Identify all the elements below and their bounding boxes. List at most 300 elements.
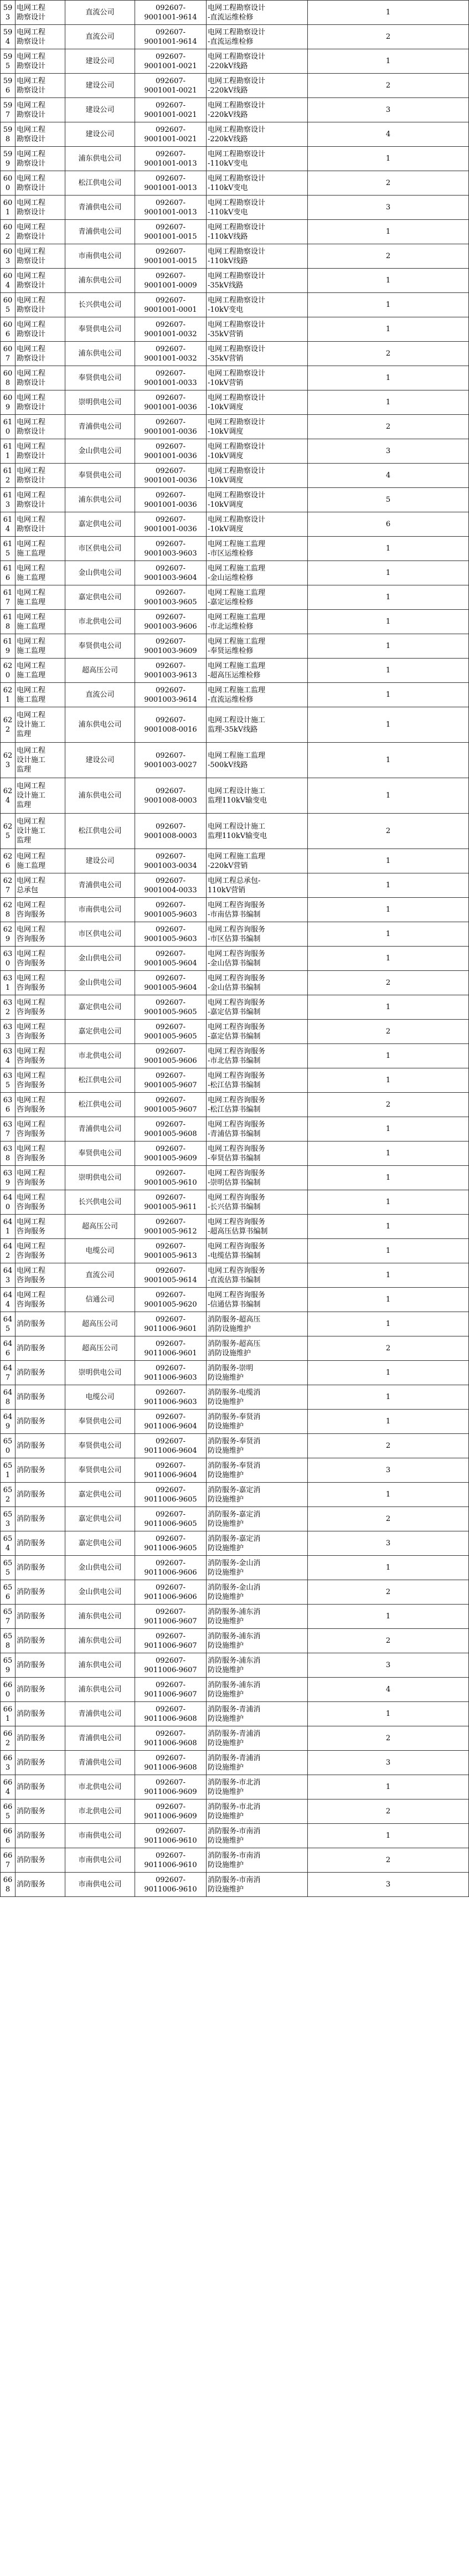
code-cell	[135, 1483, 207, 1507]
package-line: -市南估算书编制	[208, 910, 261, 919]
package-line: 电网工程勘察设计	[208, 296, 266, 305]
package-cell	[207, 947, 308, 971]
category-cell	[16, 947, 65, 971]
package-line: 电网工程施工监理	[208, 613, 266, 621]
category-cell	[16, 415, 65, 439]
code-cell	[135, 464, 207, 488]
unit-line: 市南供电公司	[78, 252, 122, 260]
package-line: 电网工程勘察设计	[208, 198, 266, 207]
code-line: 092607-	[155, 150, 186, 158]
table-row	[1, 1458, 469, 1483]
unit-cell	[65, 1458, 135, 1483]
quantity-cell: 3	[308, 98, 469, 122]
package-line: -嘉定运维检修	[208, 598, 254, 606]
code-cell	[135, 1678, 207, 1702]
code-line: 092607-	[155, 1778, 186, 1787]
category-line: 电网工程	[17, 637, 46, 646]
package-cell	[207, 464, 308, 488]
package-cell	[207, 390, 308, 415]
category-line: 电网工程	[17, 876, 46, 885]
code-cell	[135, 488, 207, 512]
category-line: 消防服务	[17, 1759, 46, 1767]
table-row	[1, 1653, 469, 1678]
code-line: 9001001-9614	[144, 13, 197, 22]
quantity-cell: 2	[308, 244, 469, 269]
table-row	[1, 1410, 469, 1434]
code-cell	[135, 269, 207, 293]
category-cell	[16, 743, 65, 778]
row-number-cell: 619	[1, 634, 16, 659]
package-line: -110kV线路	[208, 232, 248, 241]
table-row	[1, 439, 469, 464]
row-number-cell: 594	[1, 25, 16, 49]
package-cell	[207, 1629, 308, 1653]
unit-cell	[65, 293, 135, 317]
unit-line: 浦东供电公司	[78, 276, 122, 285]
row-number-cell: 638	[1, 1142, 16, 1166]
category-cell	[16, 439, 65, 464]
code-cell	[135, 1142, 207, 1166]
code-line: 092607-	[155, 637, 186, 646]
category-line: 消防服务	[17, 1685, 46, 1694]
code-line: 9011006-9603	[144, 1397, 197, 1406]
quantity-cell: 2	[308, 171, 469, 196]
category-line: 消防服务	[17, 1807, 46, 1816]
package-line: 消防服务-金山消	[208, 1583, 261, 1592]
table-row	[1, 1556, 469, 1580]
quantity-cell: 1	[308, 585, 469, 610]
package-cell	[207, 1799, 308, 1824]
category-line: 勘察设计	[17, 330, 46, 338]
unit-cell	[65, 610, 135, 634]
unit-line: 信通公司	[85, 1295, 115, 1304]
code-line: 092607-	[155, 418, 186, 426]
unit-line: 奉贤供电公司	[78, 374, 122, 382]
code-line: 9011006-9605	[144, 1544, 197, 1552]
category-cell	[16, 1117, 65, 1142]
table-row	[1, 971, 469, 995]
category-line: 勘察设计	[17, 281, 46, 290]
row-number-cell: 642	[1, 1239, 16, 1263]
category-line: 勘察设计	[17, 208, 46, 217]
code-line: 9011006-9610	[144, 1885, 197, 1894]
row-number-cell: 656	[1, 1580, 16, 1605]
row-number-cell: 613	[1, 488, 16, 512]
package-line: 防设施维护	[208, 1787, 244, 1796]
package-cell	[207, 1458, 308, 1483]
unit-cell	[65, 317, 135, 342]
code-cell	[135, 366, 207, 390]
code-cell	[135, 1215, 207, 1239]
category-line: 勘察设计	[17, 354, 46, 363]
package-cell	[207, 1361, 308, 1385]
table-row	[1, 1605, 469, 1629]
unit-cell	[65, 342, 135, 366]
unit-line: 市北供电公司	[78, 1783, 122, 1791]
category-line: 电网工程	[17, 613, 46, 621]
table-row	[1, 1166, 469, 1190]
code-line: 092607-	[155, 1534, 186, 1543]
package-line: 监理-35kV线路	[208, 725, 258, 734]
unit-line: 奉贤供电公司	[78, 1149, 122, 1158]
package-line: 电网工程咨询服务	[208, 1169, 266, 1178]
package-line: 防设施维护	[208, 1763, 244, 1772]
code-line: 092607-	[155, 491, 186, 500]
quantity-cell: 2	[308, 1848, 469, 1873]
package-cell	[207, 610, 308, 634]
package-line: 消防设施维护	[208, 1324, 251, 1333]
code-line: 092607-	[155, 588, 186, 597]
row-number-cell: 630	[1, 947, 16, 971]
unit-line: 浦东供电公司	[78, 349, 122, 358]
row-number-cell: 631	[1, 971, 16, 995]
unit-line: 浦东供电公司	[78, 791, 122, 800]
package-cell	[207, 971, 308, 995]
package-line: -220kV线路	[208, 110, 248, 119]
code-line: 9001005-9603	[144, 910, 197, 919]
unit-cell	[65, 1507, 135, 1531]
quantity-cell: 1	[308, 1068, 469, 1093]
table-row	[1, 1702, 469, 1726]
category-cell	[16, 171, 65, 196]
code-line: 9001003-9604	[144, 573, 197, 582]
quantity-cell: 1	[308, 1605, 469, 1629]
unit-cell	[65, 439, 135, 464]
package-line: 监理110kV输变电	[208, 831, 267, 840]
category-line: 电网工程	[17, 1242, 46, 1251]
row-number-cell: 668	[1, 1873, 16, 1897]
quantity-cell: 1	[308, 1190, 469, 1215]
unit-line: 直流公司	[85, 691, 115, 699]
code-line: 092607-	[155, 661, 186, 670]
row-number-cell: 659	[1, 1653, 16, 1678]
package-cell	[207, 488, 308, 512]
quantity-cell: 2	[308, 342, 469, 366]
package-line: -奉贤估算书编制	[208, 1154, 261, 1163]
unit-line: 嘉定供电公司	[78, 1003, 122, 1011]
package-cell	[207, 683, 308, 707]
category-line: 电网工程	[17, 28, 46, 37]
table-row	[1, 1239, 469, 1263]
code-line: 9011006-9606	[144, 1592, 197, 1601]
code-cell	[135, 1580, 207, 1605]
code-cell	[135, 25, 207, 49]
package-line: 消防服务-嘉定消	[208, 1510, 261, 1519]
unit-line: 嘉定供电公司	[78, 1490, 122, 1499]
package-line: 电网工程勘察设计	[208, 76, 266, 85]
category-line: 电网工程	[17, 174, 46, 183]
package-cell	[207, 1336, 308, 1361]
code-line: 092607-	[155, 564, 186, 573]
category-cell	[16, 995, 65, 1020]
quantity-cell: 2	[308, 1629, 469, 1653]
code-cell	[135, 98, 207, 122]
table-row	[1, 342, 469, 366]
code-cell	[135, 873, 207, 898]
unit-cell	[65, 634, 135, 659]
code-line: 092607-	[155, 1096, 186, 1104]
unit-line: 建设公司	[85, 81, 115, 90]
unit-cell	[65, 814, 135, 849]
row-number-cell: 667	[1, 1848, 16, 1873]
code-line: 9001003-0027	[144, 760, 197, 769]
package-cell	[207, 849, 308, 873]
package-line: -220kV线路	[208, 135, 248, 143]
category-line: 电网工程	[17, 418, 46, 426]
quantity-cell: 2	[308, 1093, 469, 1117]
row-number-cell: 641	[1, 1215, 16, 1239]
package-line: -10kV调度	[208, 500, 244, 509]
quantity-cell: 4	[308, 464, 469, 488]
code-line: 092607-	[155, 1510, 186, 1519]
code-line: 092607-	[155, 442, 186, 451]
package-line: -10kV调度	[208, 476, 244, 485]
code-line: 092607-	[155, 998, 186, 1007]
row-number-cell: 660	[1, 1678, 16, 1702]
code-line: 9001001-0013	[144, 208, 197, 217]
package-line: 电网工程咨询服务	[208, 1120, 266, 1129]
category-line: 勘察设计	[17, 232, 46, 241]
table-row	[1, 1483, 469, 1507]
code-cell	[135, 1873, 207, 1897]
package-line: -长兴估算书编制	[208, 1202, 261, 1211]
quantity-cell: 1	[308, 610, 469, 634]
unit-line: 直流公司	[85, 1271, 115, 1279]
category-cell	[16, 971, 65, 995]
quantity-cell: 1	[308, 317, 469, 342]
code-line: 092607-	[155, 876, 186, 885]
package-cell	[207, 1, 308, 25]
code-cell	[135, 1166, 207, 1190]
code-line: 9011006-9607	[144, 1665, 197, 1674]
code-cell	[135, 512, 207, 537]
category-cell	[16, 1068, 65, 1093]
code-line: 092607-	[155, 1485, 186, 1494]
category-line: 电网工程	[17, 515, 46, 524]
package-line: -10kV营销	[208, 378, 244, 387]
category-line: 电网工程	[17, 198, 46, 207]
category-cell	[16, 1093, 65, 1117]
code-cell	[135, 244, 207, 269]
category-line: 消防服务	[17, 1490, 46, 1499]
code-line: 092607-	[155, 1875, 186, 1884]
category-line: 电网工程	[17, 974, 46, 983]
quantity-cell: 1	[308, 147, 469, 171]
code-cell	[135, 439, 207, 464]
category-line: 消防服务	[17, 1734, 46, 1742]
code-cell	[135, 1702, 207, 1726]
code-cell	[135, 1531, 207, 1556]
unit-line: 金山供电公司	[78, 1564, 122, 1572]
table-row	[1, 947, 469, 971]
quantity-cell: 1	[308, 707, 469, 743]
code-line: 092607-	[155, 1339, 186, 1348]
unit-line: 长兴供电公司	[78, 301, 122, 309]
code-line: 092607-	[155, 1022, 186, 1031]
category-line: 监理	[17, 765, 32, 774]
code-cell	[135, 49, 207, 74]
code-line: 9011006-9601	[144, 1349, 197, 1358]
row-number-cell: 624	[1, 778, 16, 814]
table-row	[1, 220, 469, 244]
code-cell	[135, 122, 207, 147]
quantity-cell: 3	[308, 1531, 469, 1556]
package-cell	[207, 995, 308, 1020]
category-line: 咨询服务	[17, 1251, 46, 1260]
unit-line: 超高压公司	[81, 1222, 118, 1231]
unit-line: 市区供电公司	[78, 544, 122, 553]
code-cell	[135, 1629, 207, 1653]
code-line: 092607-	[155, 686, 186, 695]
package-cell	[207, 1093, 308, 1117]
code-line: 9001005-9604	[144, 983, 197, 992]
package-line: 电网工程勘察设计	[208, 345, 266, 353]
code-line: 092607-	[155, 320, 186, 329]
package-line: 电网工程咨询服务	[208, 998, 266, 1007]
code-line: 092607-	[155, 1705, 186, 1714]
table-row	[1, 1775, 469, 1799]
unit-line: 浦东供电公司	[78, 1637, 122, 1645]
unit-line: 青浦供电公司	[78, 423, 122, 431]
package-line: 电网工程施工监理	[208, 661, 266, 670]
code-line: 9011006-9607	[144, 1617, 197, 1626]
code-cell	[135, 995, 207, 1020]
category-line: 电网工程	[17, 1193, 46, 1202]
package-line: 消防服务-奉贤消	[208, 1437, 261, 1446]
category-cell	[16, 634, 65, 659]
unit-cell	[65, 1190, 135, 1215]
package-line: -奉贤运维检修	[208, 646, 254, 655]
package-cell	[207, 585, 308, 610]
table-row	[1, 1824, 469, 1848]
category-line: 咨询服务	[17, 1056, 46, 1065]
unit-line: 电缆公司	[85, 1393, 115, 1401]
package-line: 电网工程施工监理	[208, 564, 266, 573]
package-cell	[207, 1556, 308, 1580]
category-cell	[16, 49, 65, 74]
unit-cell	[65, 1556, 135, 1580]
code-cell	[135, 220, 207, 244]
unit-line: 建设公司	[85, 106, 115, 114]
code-line: 9011006-9610	[144, 1860, 197, 1869]
unit-line: 青浦供电公司	[78, 203, 122, 212]
package-line: 电网工程咨询服务	[208, 949, 266, 958]
table-row	[1, 293, 469, 317]
code-line: 9001005-9606	[144, 1056, 197, 1065]
row-number-cell: 620	[1, 659, 16, 683]
unit-cell	[65, 488, 135, 512]
code-line: 9001005-9612	[144, 1227, 197, 1236]
unit-cell	[65, 1044, 135, 1068]
row-number-cell: 627	[1, 873, 16, 898]
package-line: 消防服务-市南消	[208, 1875, 261, 1884]
table-row	[1, 1361, 469, 1385]
code-line: 092607-	[155, 1680, 186, 1689]
category-cell	[16, 390, 65, 415]
category-line: 电网工程	[17, 1266, 46, 1275]
package-line: 消防设施维护	[208, 1349, 251, 1358]
package-cell	[207, 1483, 308, 1507]
unit-line: 嘉定供电公司	[78, 520, 122, 528]
package-cell	[207, 1142, 308, 1166]
row-number-cell: 621	[1, 683, 16, 707]
table-row	[1, 659, 469, 683]
row-number-cell: 665	[1, 1799, 16, 1824]
package-line: 防设施维护	[208, 1714, 244, 1723]
category-cell	[16, 610, 65, 634]
package-line: 电网工程施工监理	[208, 686, 266, 695]
package-line: 防设施维护	[208, 1836, 244, 1845]
category-line: 消防服务	[17, 1612, 46, 1621]
package-line: 电网工程咨询服务	[208, 925, 266, 934]
package-line: -信通估算书编制	[208, 1300, 261, 1309]
unit-line: 奉贤供电公司	[78, 1466, 122, 1474]
code-line: 092607-	[155, 852, 186, 861]
table-row	[1, 464, 469, 488]
row-number-cell: 661	[1, 1702, 16, 1726]
table-row	[1, 1751, 469, 1775]
category-line: 电网工程	[17, 369, 46, 378]
category-line: 电网工程	[17, 491, 46, 500]
category-line: 消防服务	[17, 1369, 46, 1377]
code-line: 092607-	[155, 1364, 186, 1372]
package-line: 消防服务-青浦消	[208, 1754, 261, 1762]
category-line: 消防服务	[17, 1856, 46, 1864]
code-line: 9001001-0036	[144, 525, 197, 533]
row-number-cell: 640	[1, 1190, 16, 1215]
category-line: 电网工程	[17, 320, 46, 329]
code-line: 9001003-9613	[144, 671, 197, 680]
code-line: 092607-	[155, 174, 186, 183]
package-cell	[207, 659, 308, 683]
category-line: 咨询服务	[17, 1202, 46, 1211]
category-cell	[16, 147, 65, 171]
table-row	[1, 171, 469, 196]
category-line: 设计施工	[17, 721, 46, 729]
code-line: 9001003-9609	[144, 646, 197, 655]
category-cell	[16, 1190, 65, 1215]
package-cell	[207, 634, 308, 659]
package-line: 110kV营销	[208, 886, 246, 894]
unit-cell	[65, 147, 135, 171]
row-number-cell: 625	[1, 814, 16, 849]
unit-cell	[65, 778, 135, 814]
unit-cell	[65, 1166, 135, 1190]
code-cell	[135, 814, 207, 849]
code-line: 9001005-9605	[144, 1032, 197, 1041]
package-cell	[207, 873, 308, 898]
unit-cell	[65, 922, 135, 947]
package-line: 消防服务-超高压	[208, 1339, 261, 1348]
code-cell	[135, 922, 207, 947]
code-line: 9001001-0021	[144, 135, 197, 143]
quantity-cell: 1	[308, 49, 469, 74]
category-line: 施工监理	[17, 646, 46, 655]
category-cell	[16, 1263, 65, 1288]
quantity-cell: 1	[308, 743, 469, 778]
row-number-cell: 662	[1, 1726, 16, 1751]
code-line: 092607-	[155, 949, 186, 958]
table-row	[1, 1531, 469, 1556]
unit-cell	[65, 898, 135, 922]
category-line: 咨询服务	[17, 1178, 46, 1187]
row-number-cell: 606	[1, 317, 16, 342]
category-line: 消防服务	[17, 1417, 46, 1426]
category-line: 电网工程	[17, 1071, 46, 1080]
code-cell	[135, 898, 207, 922]
code-line: 092607-	[155, 1461, 186, 1470]
category-line: 勘察设计	[17, 451, 46, 460]
